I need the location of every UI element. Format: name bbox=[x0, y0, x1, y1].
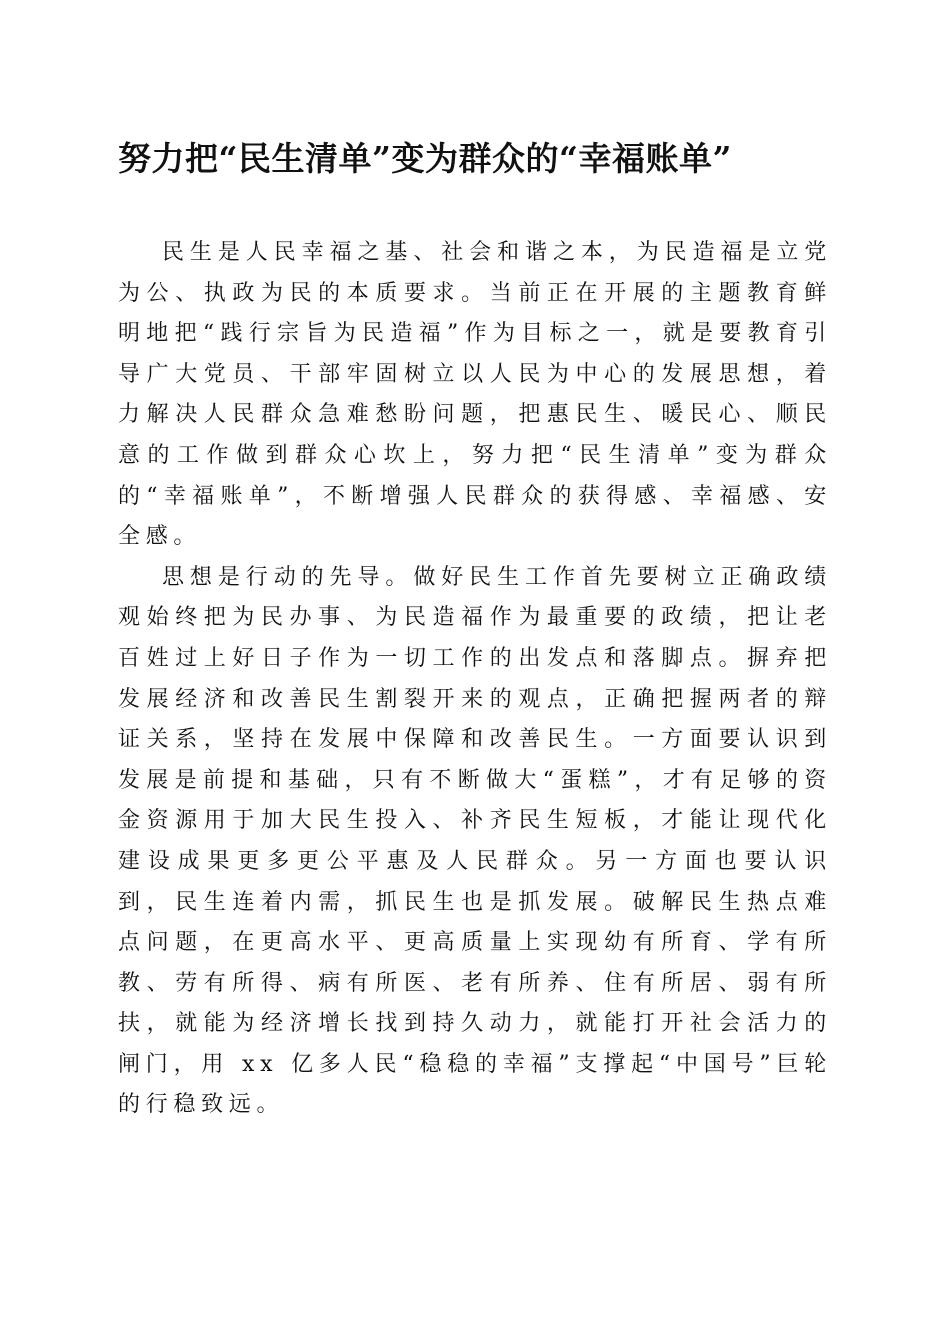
paragraph-1: 民生是人民幸福之基、社会和谐之本，为民造福是立党为公、执政为民的本质要求。当前正在开展的主题教育鲜明地把“践行宗旨为民造福”作为目标之一，就是要教育引导广大党员、干部牢固树立以人民为中心的发展思想，着力解决人民群众急难愁盼问题，把惠民生、暖民心、顺民意的工作做到群众心坎上，努力把“民生清单”变为群众的“幸福账单”，不断增强人民群众的获得感、幸福感、安全感。 bbox=[118, 240, 832, 550]
paragraph-2: 思想是行动的先导。做好民生工作首先要树立正确政绩观始终把为民办事、为民造福作为最重要的政绩，把让老百姓过上好日子作为一切工作的出发点和落脚点。摒弃把发展经济和改善民生割裂开来的观点，正确把握两者的辩证关系，坚持在发展中保障和改善民生。一方面要认识到发展是前提和基础，只有不断做大“蛋糕”，才有足够的资金资源用于加大民生投入、补齐民生短板，才能让现代化建设成果更多更公平惠及人民群众。另一方面也要认识到，民生连着内需，抓民生也是抓发展。破解民生热点难点问题，在更高水平、更高质量上实现幼有所育、学有所教、劳有所得、病有所医、老有所养、住有所居、弱有所扶，就能为经济增长找到持久动力，就能打开社会活力的闸门，用 xx 亿多人民“稳稳的幸福”支撑起“中国号”巨轮的行稳致远。 bbox=[118, 564, 832, 1118]
document-body bbox=[118, 233, 832, 1126]
document-title: 努力把“民生清单”变为群众的“幸福账单” bbox=[118, 139, 732, 178]
